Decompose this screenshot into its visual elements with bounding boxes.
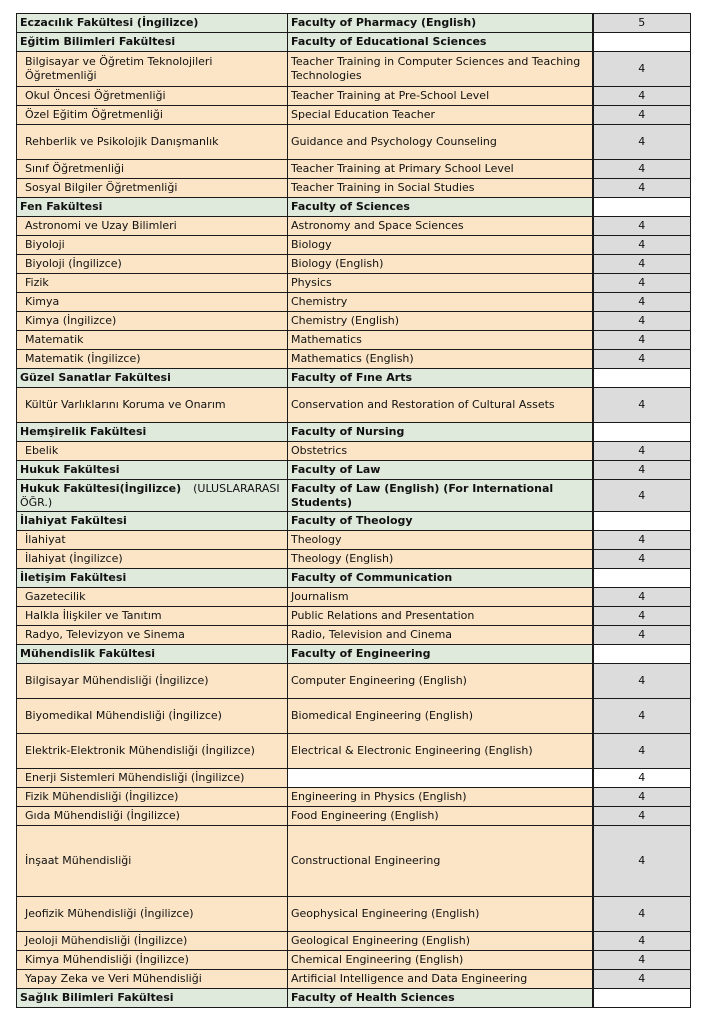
- faculty-header-row: [17, 33, 691, 52]
- program-name-en: Theology (English): [288, 550, 593, 569]
- turkish-name: Güzel Sanatlar Fakültesi: [20, 371, 171, 384]
- program-name-en: Geological Engineering (English): [288, 932, 593, 951]
- duration-years: 4: [593, 951, 691, 970]
- faculty-name-en: Faculty of Communication: [288, 569, 593, 588]
- program-row: [17, 951, 691, 970]
- program-name-tr: [17, 312, 288, 331]
- turkish-name-note: (ULUSLARARASI ÖĞR.): [20, 481, 280, 509]
- program-row: [17, 217, 691, 236]
- turkish-name: Matematik (İngilizce): [25, 352, 141, 365]
- duration-years: 4: [593, 807, 691, 826]
- program-name-en: Constructional Engineering: [288, 826, 593, 897]
- program-name-tr: [17, 970, 288, 989]
- program-name-tr: [17, 897, 288, 932]
- duration-years: 4: [593, 236, 691, 255]
- duration-years: [593, 645, 691, 664]
- program-row: [17, 52, 691, 87]
- program-name-tr: [17, 274, 288, 293]
- faculty-header-row: [17, 461, 691, 480]
- duration-years: 4: [593, 160, 691, 179]
- program-row: [17, 769, 691, 788]
- program-row: [17, 664, 691, 699]
- turkish-name: İlahiyat: [25, 533, 66, 546]
- turkish-name: Sağlık Bilimleri Fakültesi: [20, 991, 174, 1004]
- duration-years: 4: [593, 970, 691, 989]
- program-row: [17, 788, 691, 807]
- program-name-tr: [17, 664, 288, 699]
- program-name-en: Radio, Television and Cinema: [288, 626, 593, 645]
- faculty-name-en: Faculty of Educational Sciences: [288, 33, 593, 52]
- duration-years: [593, 423, 691, 442]
- program-row: [17, 807, 691, 826]
- program-name-tr: [17, 588, 288, 607]
- program-name-en: Teacher Training in Social Studies: [288, 179, 593, 198]
- program-name-en: Mathematics: [288, 331, 593, 350]
- faculty-name-en: Faculty of Nursing: [288, 423, 593, 442]
- turkish-name: Kimya Mühendisliği (İngilizce): [25, 953, 189, 966]
- program-name-tr: [17, 788, 288, 807]
- program-row: [17, 293, 691, 312]
- duration-years: 4: [593, 255, 691, 274]
- program-row: [17, 331, 691, 350]
- programs-table: [16, 13, 691, 1008]
- duration-years: 4: [593, 588, 691, 607]
- program-name-tr: [17, 52, 288, 87]
- turkish-name: Kimya (İngilizce): [25, 314, 117, 327]
- program-name-en: Special Education Teacher: [288, 106, 593, 125]
- turkish-name: Gıda Mühendisliği (İngilizce): [25, 809, 180, 822]
- duration-years: 4: [593, 52, 691, 87]
- program-name-tr: [17, 734, 288, 769]
- program-name-en: Guidance and Psychology Counseling: [288, 125, 593, 160]
- program-name-en: Chemistry (English): [288, 312, 593, 331]
- turkish-name: Eczacılık Fakültesi (İngilizce): [20, 16, 199, 29]
- program-name-tr: [17, 331, 288, 350]
- duration-years: 4: [593, 312, 691, 331]
- duration-years: 4: [593, 480, 691, 512]
- program-name-tr: [17, 932, 288, 951]
- program-row: [17, 970, 691, 989]
- duration-years: 4: [593, 350, 691, 369]
- program-name-en: Chemistry: [288, 293, 593, 312]
- faculty-name-tr: [17, 645, 288, 664]
- faculty-name-tr: [17, 480, 288, 512]
- faculty-header-row: [17, 198, 691, 217]
- turkish-name: Biyoloji: [25, 238, 65, 251]
- program-row: [17, 442, 691, 461]
- program-row: [17, 826, 691, 897]
- duration-years: 4: [593, 826, 691, 897]
- program-name-en: Journalism: [288, 588, 593, 607]
- turkish-name: Yapay Zeka ve Veri Mühendisliği: [25, 972, 202, 985]
- program-row: [17, 734, 691, 769]
- turkish-name: Enerji Sistemleri Mühendisliği (İngilizce): [25, 771, 245, 784]
- turkish-name: Özel Eğitim Öğretmenliği: [25, 108, 163, 121]
- turkish-name: Biyomedikal Mühendisliği (İngilizce): [25, 709, 222, 722]
- program-row: [17, 350, 691, 369]
- turkish-name: İlahiyat Fakültesi: [20, 514, 127, 527]
- program-name-tr: [17, 769, 288, 788]
- duration-years: 4: [593, 274, 691, 293]
- faculty-name-tr: [17, 369, 288, 388]
- program-name-en: Computer Engineering (English): [288, 664, 593, 699]
- program-name-en: Astronomy and Space Sciences: [288, 217, 593, 236]
- turkish-name: İletişim Fakültesi: [20, 571, 127, 584]
- program-name-en: Mathematics (English): [288, 350, 593, 369]
- program-row: [17, 255, 691, 274]
- turkish-name: Gazetecilik: [25, 590, 86, 603]
- turkish-name: Biyoloji (İngilizce): [25, 257, 122, 270]
- program-row: [17, 897, 691, 932]
- duration-years: 4: [593, 293, 691, 312]
- turkish-name: Hukuk Fakültesi(İngilizce): [20, 481, 182, 495]
- program-name-tr: [17, 160, 288, 179]
- program-name-en: Food Engineering (English): [288, 807, 593, 826]
- faculty-name-tr: [17, 423, 288, 442]
- faculty-name-en: Faculty of Fıne Arts: [288, 369, 593, 388]
- turkish-name: Kültür Varlıklarını Koruma ve Onarım: [25, 398, 226, 411]
- faculty-name-tr: [17, 14, 288, 33]
- faculty-header-row: [17, 423, 691, 442]
- program-name-tr: [17, 442, 288, 461]
- program-name-en: Biology (English): [288, 255, 593, 274]
- duration-years: 4: [593, 442, 691, 461]
- program-name-tr: [17, 179, 288, 198]
- program-name-tr: [17, 217, 288, 236]
- turkish-name: Ebelik: [25, 444, 59, 457]
- turkish-name: Bilgisayar ve Öğretim Teknolojileri Öğretmenliği: [25, 55, 213, 82]
- program-name-tr: [17, 699, 288, 734]
- turkish-name: Fen Fakültesi: [20, 200, 103, 213]
- program-row: [17, 274, 691, 293]
- faculty-name-en: Faculty of Law: [288, 461, 593, 480]
- turkish-name: Hukuk Fakültesi: [20, 463, 120, 476]
- duration-years: 4: [593, 734, 691, 769]
- program-name-tr: [17, 607, 288, 626]
- faculty-header-row: [17, 14, 691, 33]
- program-row: [17, 125, 691, 160]
- duration-years: 4: [593, 550, 691, 569]
- duration-years: 4: [593, 179, 691, 198]
- duration-years: 5: [593, 14, 691, 33]
- program-name-tr: [17, 236, 288, 255]
- programs-table-body: [17, 14, 691, 1008]
- program-name-en: Conservation and Restoration of Cultural Assets: [288, 388, 593, 423]
- duration-years: 4: [593, 531, 691, 550]
- turkish-name: Fizik Mühendisliği (İngilizce): [25, 790, 179, 803]
- program-name-en: Biology: [288, 236, 593, 255]
- duration-years: [593, 569, 691, 588]
- duration-years: 4: [593, 461, 691, 480]
- turkish-name: Elektrik-Elektronik Mühendisliği (İngilizce): [25, 744, 255, 757]
- duration-years: [593, 33, 691, 52]
- program-name-en: Artificial Intelligence and Data Engineering: [288, 970, 593, 989]
- duration-years: 4: [593, 607, 691, 626]
- faculty-header-row: [17, 512, 691, 531]
- faculty-header-row: [17, 645, 691, 664]
- duration-years: 4: [593, 626, 691, 645]
- turkish-name: Hemşirelik Fakültesi: [20, 425, 147, 438]
- turkish-name: Sınıf Öğretmenliği: [25, 162, 125, 175]
- program-name-en: Teacher Training at Primary School Level: [288, 160, 593, 179]
- duration-years: 4: [593, 897, 691, 932]
- program-name-en: Physics: [288, 274, 593, 293]
- duration-years: 4: [593, 106, 691, 125]
- turkish-name: Halkla İlişkiler ve Tanıtım: [25, 609, 162, 622]
- turkish-name: Okul Öncesi Öğretmenliği: [25, 89, 166, 102]
- program-name-tr: [17, 388, 288, 423]
- program-name-tr: [17, 826, 288, 897]
- program-row: [17, 388, 691, 423]
- program-name-en: Teacher Training in Computer Sciences and Teaching Technologies: [288, 52, 593, 87]
- program-name-en: Theology: [288, 531, 593, 550]
- duration-years: [593, 198, 691, 217]
- program-name-en: Engineering in Physics (English): [288, 788, 593, 807]
- faculty-name-tr: [17, 461, 288, 480]
- faculty-name-en: Faculty of Pharmacy (English): [288, 14, 593, 33]
- program-row: [17, 626, 691, 645]
- program-name-tr: [17, 255, 288, 274]
- program-name-en: Teacher Training at Pre-School Level: [288, 87, 593, 106]
- turkish-name: Eğitim Bilimleri Fakültesi: [20, 35, 176, 48]
- program-name-tr: [17, 350, 288, 369]
- program-name-en: Geophysical Engineering (English): [288, 897, 593, 932]
- program-row: [17, 607, 691, 626]
- duration-years: 4: [593, 217, 691, 236]
- program-row: [17, 312, 691, 331]
- program-name-tr: [17, 550, 288, 569]
- program-name-en: Electrical & Electronic Engineering (English): [288, 734, 593, 769]
- turkish-name: Matematik: [25, 333, 84, 346]
- faculty-name-en: Faculty of Health Sciences: [288, 989, 593, 1008]
- program-row: [17, 588, 691, 607]
- program-row: [17, 699, 691, 734]
- duration-years: [593, 369, 691, 388]
- faculty-header-row: [17, 569, 691, 588]
- duration-years: [593, 512, 691, 531]
- program-name-en: Chemical Engineering (English): [288, 951, 593, 970]
- program-name-en: [288, 769, 593, 788]
- program-name-en: Public Relations and Presentation: [288, 607, 593, 626]
- faculty-name-tr: [17, 512, 288, 531]
- program-row: [17, 87, 691, 106]
- duration-years: [593, 989, 691, 1008]
- duration-years: 4: [593, 699, 691, 734]
- program-row: [17, 932, 691, 951]
- faculty-name-tr: [17, 989, 288, 1008]
- program-name-tr: [17, 626, 288, 645]
- program-name-tr: [17, 125, 288, 160]
- duration-years: 4: [593, 664, 691, 699]
- turkish-name: İlahiyat (İngilizce): [25, 552, 123, 565]
- program-name-tr: [17, 293, 288, 312]
- program-name-en: Biomedical Engineering (English): [288, 699, 593, 734]
- faculty-name-tr: [17, 33, 288, 52]
- program-name-tr: [17, 87, 288, 106]
- program-name-tr: [17, 106, 288, 125]
- program-name-tr: [17, 531, 288, 550]
- program-row: [17, 106, 691, 125]
- turkish-name: Astronomi ve Uzay Bilimleri: [25, 219, 177, 232]
- turkish-name: Kimya: [25, 295, 60, 308]
- faculty-name-tr: [17, 198, 288, 217]
- duration-years: 4: [593, 788, 691, 807]
- turkish-name: Sosyal Bilgiler Öğretmenliği: [25, 181, 178, 194]
- duration-years: 4: [593, 769, 691, 788]
- program-row: [17, 550, 691, 569]
- duration-years: 4: [593, 331, 691, 350]
- duration-years: 4: [593, 125, 691, 160]
- program-row: [17, 160, 691, 179]
- program-row: [17, 179, 691, 198]
- turkish-name: Mühendislik Fakültesi: [20, 647, 156, 660]
- turkish-name: Jeofizik Mühendisliği (İngilizce): [25, 907, 194, 920]
- program-name-tr: [17, 807, 288, 826]
- duration-years: 4: [593, 388, 691, 423]
- faculty-header-row: [17, 369, 691, 388]
- program-name-tr: [17, 951, 288, 970]
- faculty-name-en: Faculty of Engineering: [288, 645, 593, 664]
- turkish-name: Bilgisayar Mühendisliği (İngilizce): [25, 674, 209, 687]
- turkish-name: Radyo, Televizyon ve Sinema: [25, 628, 185, 641]
- faculty-name-tr: [17, 569, 288, 588]
- faculty-header-row: [17, 480, 691, 512]
- turkish-name: Rehberlik ve Psikolojik Danışmanlık: [25, 135, 219, 148]
- duration-years: 4: [593, 932, 691, 951]
- turkish-name: Fizik: [25, 276, 49, 289]
- program-row: [17, 531, 691, 550]
- turkish-name: Jeoloji Mühendisliği (İngilizce): [25, 934, 188, 947]
- faculty-name-en: Faculty of Law (English) (For International Students): [288, 480, 593, 512]
- program-row: [17, 236, 691, 255]
- duration-years: 4: [593, 87, 691, 106]
- faculty-name-en: Faculty of Sciences: [288, 198, 593, 217]
- turkish-name: İnşaat Mühendisliği: [25, 854, 132, 867]
- faculty-header-row: [17, 989, 691, 1008]
- faculty-name-en: Faculty of Theology: [288, 512, 593, 531]
- program-name-en: Obstetrics: [288, 442, 593, 461]
